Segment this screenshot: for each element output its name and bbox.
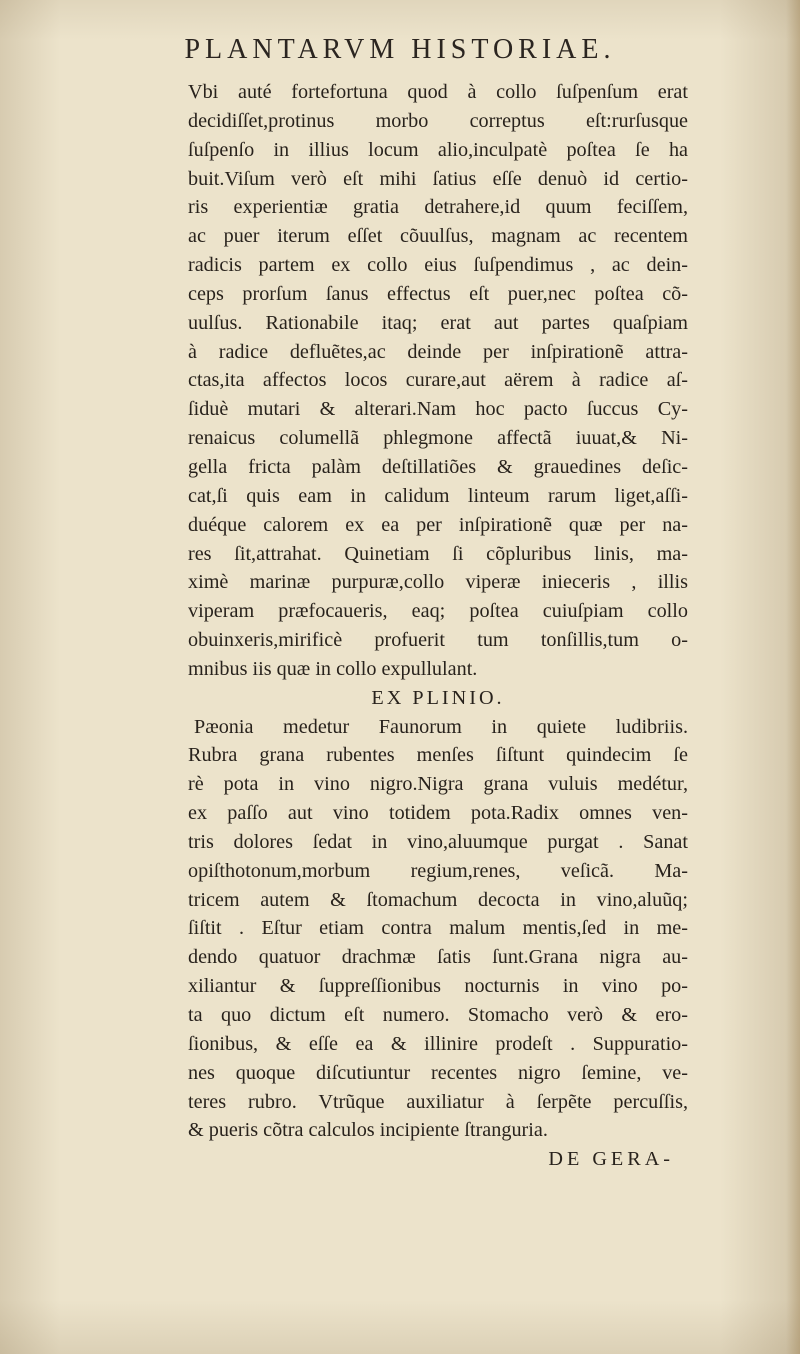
text-line: ſionibus, & eſſe ea & illinire prodeſt . Suppuratio- <box>188 1032 688 1055</box>
text-line: ſiduè mutari & alterari.Nam hoc pacto ſuccus Cy- <box>188 398 688 421</box>
text-line: Vbi auté fortefortuna quod à collo ſuſpenſum erat <box>188 81 688 103</box>
text-line: ſuſpenſo in illius locum alio,inculpatè poſtea ſe ha <box>188 138 688 161</box>
text-line: buit.Viſum verò eſt mihi ſatius eſſe denuò id certio- <box>188 167 688 190</box>
text-line: gella fricta palàm deſtillatiões & grauedines deſic- <box>188 455 688 478</box>
text-line-end: & pueris cõtra calculos incipiente ſtranguria. <box>188 1119 548 1142</box>
text-line: ctas,ita affectos locos curare,aut aërem à radice aſ- <box>188 369 688 392</box>
text-line: ceps prorſum ſanus effectus eſt puer,nec poſtea cõ- <box>188 282 688 305</box>
text-line: xiliantur & ſuppreſſionibus nocturnis in vino po- <box>188 975 688 998</box>
text-line: nes quoque diſcutiuntur recentes nigro ſemine, ve- <box>188 1061 688 1084</box>
text-line: ſiſtit . Eſtur etiam contra malum mentis,ſed in me- <box>188 917 688 940</box>
text-line: tricem autem & ſtomachum decocta in vino,aluũq; <box>188 888 688 911</box>
running-head: PLANTARVM HISTORIAE. <box>184 34 616 65</box>
text-line: à radice defluẽtes,ac deinde per inſpirationẽ attra- <box>188 340 688 363</box>
text-line: Pæonia medetur Faunorum in quiete ludibriis. <box>194 715 688 738</box>
text-line: dendo quatuor drachmæ ſatis ſunt.Grana nigra au- <box>188 946 688 969</box>
text-line: ex paſſo aut vino totidem pota.Radix omnes ven- <box>188 802 688 825</box>
text-line: res ſit,attrahat. Quinetiam ſi cõpluribus linis, ma- <box>188 542 688 565</box>
text-line: renaicus columellã phlegmone affectã iuuat,& Ni- <box>188 427 688 450</box>
text-line: teres rubro. Vtrũque auxiliatur à ſerpẽte percuſſis, <box>188 1090 688 1113</box>
section-heading: EX PLINIO. <box>371 686 505 709</box>
text-line: opiſthotonum,morbum regium,renes, veſicã. Ma- <box>188 859 688 882</box>
page-edge-shadow <box>786 0 800 1354</box>
text-line: decidiſſet,protinus morbo correptus eſt:rurſusque <box>188 109 688 132</box>
text-line: cat,ſi quis eam in calidum linteum rarum liget,aſſi- <box>188 484 688 507</box>
catchword: DE GERA- <box>548 1148 674 1171</box>
text-line: obuinxeris,mirificè profuerit tum tonſillis,tum o- <box>188 629 688 652</box>
text-line: duéque calorem ex ea per inſpirationẽ quæ per na- <box>188 513 688 536</box>
text-line: viperam præfocaueris, eaq; poſtea cuiuſpiam collo <box>188 600 688 623</box>
text-line: ta quo dictum eſt numero. Stomacho verò & ero- <box>188 1004 688 1026</box>
text-line: ximè marinæ purpuræ,collo viperæ inieceris , illis <box>188 571 688 594</box>
text-line: uulſus. Rationabile itaq; erat aut partes quaſpiam <box>188 311 688 334</box>
text-line-end: mnibus iis quæ in collo expullulant. <box>188 657 478 680</box>
text-line: tris dolores ſedat in vino,aluumque purgat . Sanat <box>188 830 688 853</box>
text-line: Rubra grana rubentes menſes ſiſtunt quindecim ſe <box>188 744 688 767</box>
text-block <box>188 78 688 1174</box>
text-line: ac puer iterum eſſet cõuulſus, magnam ac recentem <box>188 225 688 248</box>
text-line: radicis partem ex collo eius ſuſpendimus , ac dein- <box>188 254 688 277</box>
text-line: rè pota in vino nigro.Nigra grana vuluis medétur, <box>188 773 688 796</box>
text-line: ris experientiæ gratia detrahere,id quum feciſſem, <box>188 196 688 219</box>
